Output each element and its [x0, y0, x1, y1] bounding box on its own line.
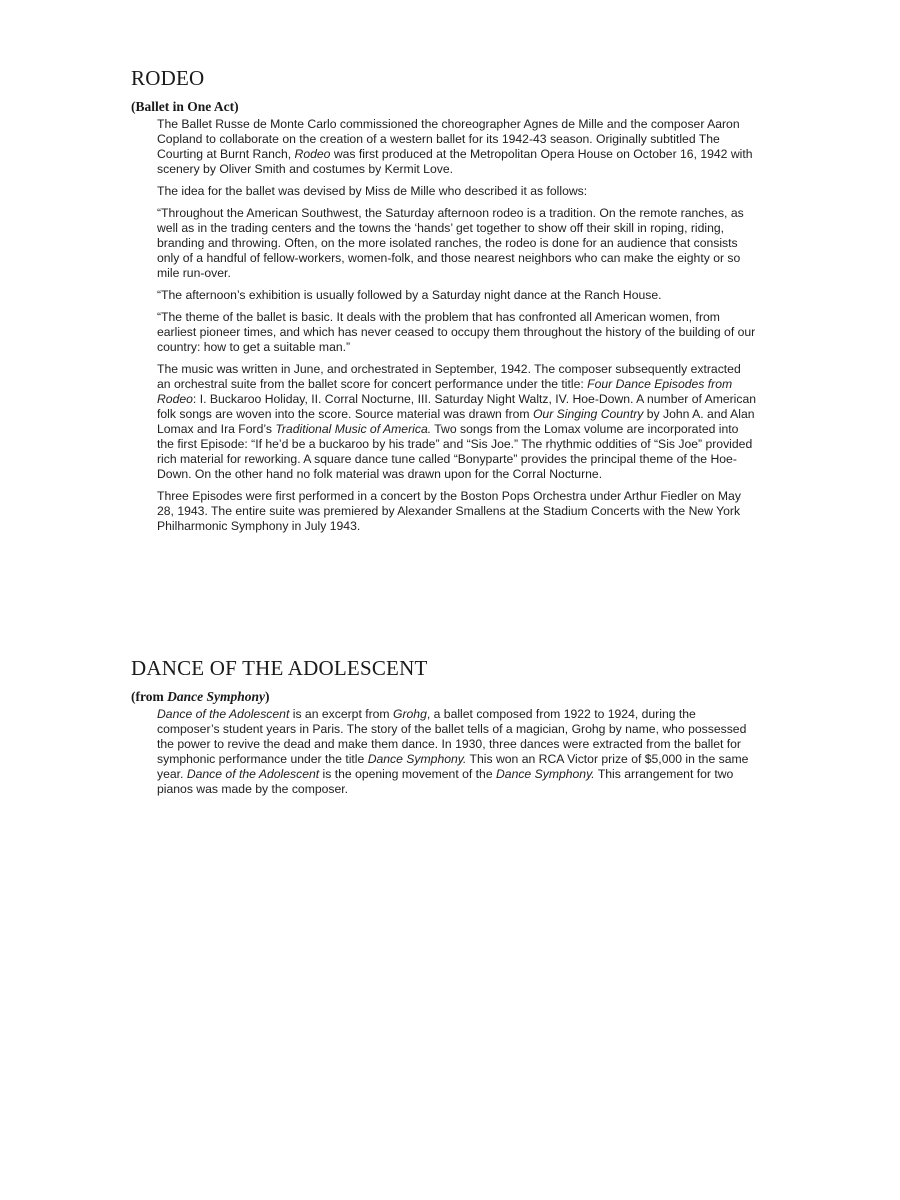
italic-text-run: Rodeo — [294, 147, 331, 161]
text-run: The music was written in June, and orchestrated in September, 1942. The composer subsequently extracted an orchestral suite from the ballet score for concert performance under the title: — [157, 362, 741, 391]
text-run: “The theme of the ballet is basic. It deals with the problem that has confronted all American women, from earliest pioneer times, and which has never ceased to occupy them throughout the history of the building of our country: how to get a suitable man.” — [157, 310, 756, 354]
text-run: Two songs from the Lomax volume are incorporated into the first Episode: “If he’d be a buckaroo by his trade” and “Sis Joe.” The rhythmic oddities of “Sis Joe” provided rich material for reworking. A square dance tune called “Bonyparte” provides the principal theme of the Hoe-Down. On the other hand no folk material was drawn upon for the Corral Nocturne. — [157, 422, 753, 481]
rodeo-paragraph — [157, 117, 757, 177]
text-run: “The afternoon’s exhibition is usually followed by a Saturday night dance at the Ranch House. — [157, 288, 662, 302]
rodeo-quote-paragraph — [157, 206, 757, 281]
italic-text-run: Dance Symphony. — [367, 752, 467, 766]
text-run: is an excerpt from — [289, 707, 393, 721]
text-run: is the opening movement of the — [319, 767, 496, 781]
rodeo-paragraph — [157, 184, 757, 199]
text-run: , a ballet composed from 1922 to 1924, during the composer’s student years in Paris. The story of the ballet tells of a magician, Grohg by name, who possessed the power to revive the dead and make them dance. In 1930, three dances were extracted from the ballet for symphonic performance under the title — [157, 707, 747, 766]
italic-text-run: Dance Symphony. — [495, 767, 595, 781]
italic-text-run: Traditional Music of America. — [275, 422, 432, 436]
rodeo-quote-paragraph — [157, 310, 757, 355]
italic-text-run: Grohg — [392, 707, 427, 721]
italic-text-run: Dance of the Adolescent — [186, 767, 320, 781]
rodeo-paragraph — [157, 489, 757, 534]
dance-paragraph — [157, 707, 757, 797]
dance-subtitle-suffix: ) — [265, 689, 270, 704]
text-run: This arrangement for two pianos was made by the composer. — [157, 767, 734, 796]
dance-subtitle — [131, 688, 771, 705]
text-run: was first produced at the Metropolitan Opera House on October 16, 1942 with scenery by Oliver Smith and costumes by Kermit Love. — [157, 147, 753, 176]
text-run: The Ballet Russe de Monte Carlo commissioned the choreographer Agnes de Mille and the composer Aaron Copland to collaborate on the creation of a western ballet for its 1942-43 season. Originally subtitled The Courting at Burnt Ranch, — [157, 117, 740, 161]
text-run: This won an RCA Victor prize of $5,000 in the same year. — [157, 752, 749, 781]
rodeo-body — [131, 117, 757, 534]
dance-subtitle-prefix: (from — [131, 689, 168, 704]
dance-subtitle-italic: Dance Symphony — [167, 689, 265, 704]
text-run: : I. Buckaroo Holiday, II. Corral Nocturne, III. Saturday Night Waltz, IV. Hoe-Down. A number of American folk songs are woven into the score. Source material was drawn from — [157, 392, 757, 421]
italic-text-run: Dance of the Adolescent — [157, 707, 290, 721]
dance-section — [131, 656, 771, 804]
text-run: “Throughout the American Southwest, the Saturday afternoon rodeo is a tradition. On the remote ranches, as well as in the trading centers and the towns the ‘hands’ get together to show off their skill in roping, riding, branding and throwing. Often, on the more isolated ranches, the rodeo is done for an audience that consists only of a handful of fellow-workers, women-folk, and those nearest neighbors who can make the eighty or so mile run-over. — [157, 206, 744, 280]
rodeo-title: RODEO — [131, 66, 205, 90]
text-run: The idea for the ballet was devised by Miss de Mille who described it as follows: — [157, 184, 588, 198]
italic-text-run: Four Dance Episodes from Rodeo — [157, 377, 733, 406]
rodeo-subtitle: (Ballet in One Act) — [131, 99, 239, 114]
italic-text-run: Our Singing Country — [532, 407, 644, 421]
rodeo-quote-paragraph — [157, 288, 757, 303]
dance-title: DANCE OF THE ADOLESCENT — [131, 656, 428, 680]
text-run: by John A. and Alan Lomax and Ira Ford’s — [157, 407, 755, 436]
rodeo-paragraph — [157, 362, 757, 482]
dance-body — [131, 707, 757, 797]
text-run: Three Episodes were first performed in a concert by the Boston Pops Orchestra under Arthur Fiedler on May 28, 1943. The entire suite was premiered by Alexander Smallens at the Stadium Concerts with the New York Philharmonic Symphony in July 1943. — [157, 489, 741, 533]
rodeo-section — [131, 66, 771, 541]
